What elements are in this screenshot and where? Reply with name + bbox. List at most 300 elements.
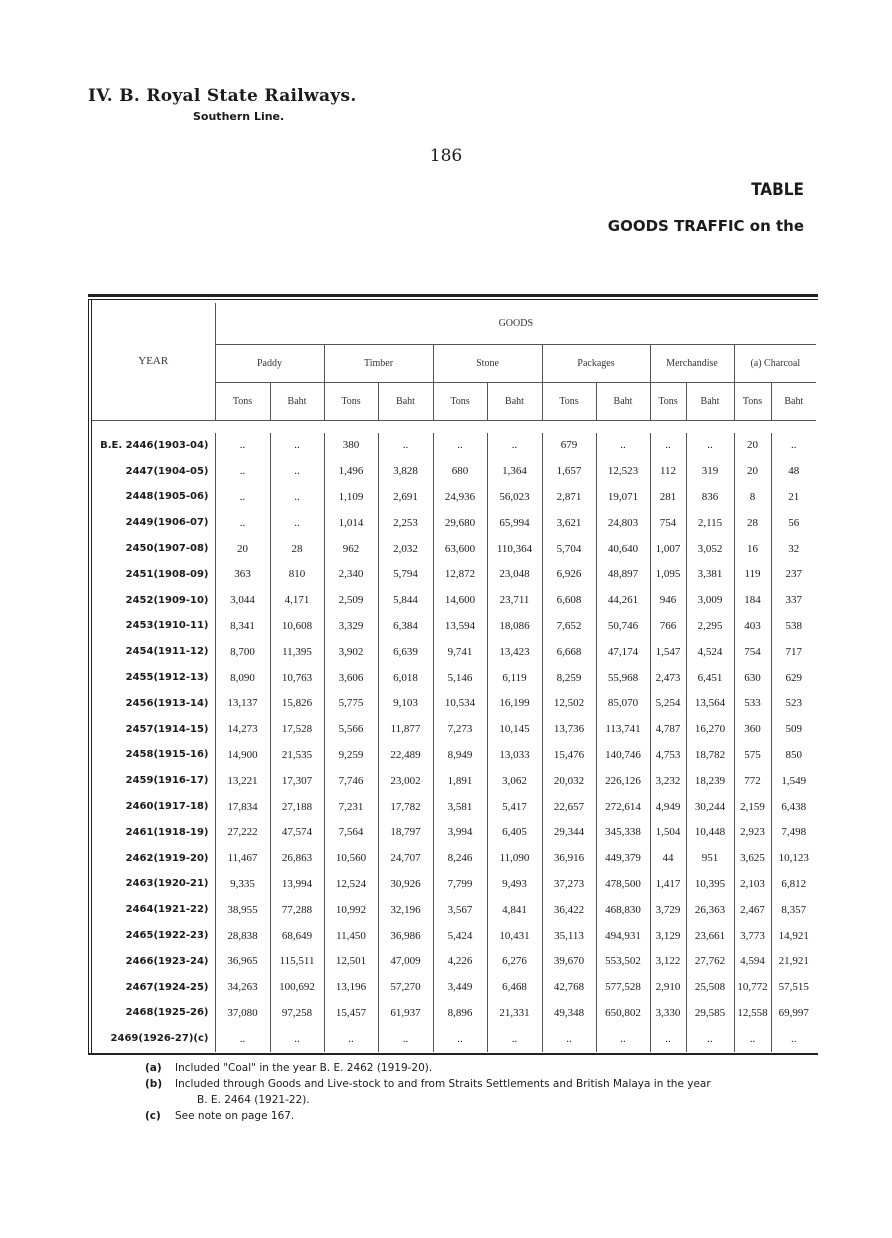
footnote-text: Included through Goods and Live-stock to and from Straits Settlements and British Malaya in the year — [175, 1078, 711, 1090]
value-cell: .. — [378, 433, 433, 459]
table-row — [92, 665, 816, 691]
value-cell: 9,493 — [487, 871, 542, 897]
year-cell: 2469(1926-27)(c) — [110, 1033, 209, 1045]
value-cell: 3,621 — [542, 510, 596, 536]
value-cell: 3,567 — [433, 897, 487, 923]
year-header: YEAR — [138, 355, 169, 368]
value-cell: 4,171 — [270, 587, 324, 613]
value-cell: 11,395 — [270, 639, 324, 665]
unit-header: Baht — [378, 382, 433, 420]
table-row — [92, 587, 816, 613]
value-cell: 21,535 — [270, 742, 324, 768]
value-cell: 20,032 — [542, 768, 596, 794]
value-cell: 11,090 — [487, 845, 542, 871]
value-cell: 363 — [215, 561, 270, 587]
value-cell: 380 — [324, 433, 378, 459]
value-cell: 7,799 — [433, 871, 487, 897]
table-row — [92, 458, 816, 484]
value-cell: 20 — [215, 536, 270, 562]
value-cell: 6,639 — [378, 639, 433, 665]
value-cell: 2,253 — [378, 510, 433, 536]
value-cell: 10,123 — [771, 845, 816, 871]
value-cell: 16,270 — [686, 716, 734, 742]
year-cell: 2460(1917-18) — [125, 801, 209, 813]
value-cell: 6,405 — [487, 819, 542, 845]
value-cell: 533 — [734, 690, 771, 716]
value-cell: 13,137 — [215, 690, 270, 716]
value-cell: 1,549 — [771, 768, 816, 794]
value-cell: 47,174 — [596, 639, 650, 665]
value-cell: 1,547 — [650, 639, 686, 665]
value-cell: 4,841 — [487, 897, 542, 923]
year-cell: B.E. 2446(1903-04) — [100, 439, 209, 451]
value-cell: 360 — [734, 716, 771, 742]
value-cell: 650,802 — [596, 1000, 650, 1026]
table-row — [92, 974, 816, 1000]
value-cell: 3,062 — [487, 768, 542, 794]
value-cell: 1,007 — [650, 536, 686, 562]
value-cell: 1,891 — [433, 768, 487, 794]
value-cell: .. — [270, 1026, 324, 1052]
value-cell: 77,288 — [270, 897, 324, 923]
value-cell: .. — [215, 1026, 270, 1052]
value-cell: 22,657 — [542, 794, 596, 820]
year-cell: 2458(1915-16) — [125, 749, 209, 761]
value-cell: 494,931 — [596, 923, 650, 949]
value-cell: 2,103 — [734, 871, 771, 897]
category-header: Timber — [324, 344, 433, 382]
value-cell: 12,523 — [596, 458, 650, 484]
year-cell: 2463(1920-21) — [125, 878, 209, 890]
value-cell: 226,126 — [596, 768, 650, 794]
value-cell: 4,524 — [686, 639, 734, 665]
value-cell: 3,232 — [650, 768, 686, 794]
unit-header: Baht — [270, 382, 324, 420]
value-cell: 44 — [650, 845, 686, 871]
value-cell: 3,009 — [686, 587, 734, 613]
value-cell: 100,692 — [270, 974, 324, 1000]
value-cell: 951 — [686, 845, 734, 871]
value-cell: 4,226 — [433, 948, 487, 974]
value-cell: 30,926 — [378, 871, 433, 897]
value-cell: 42,768 — [542, 974, 596, 1000]
value-cell: 1,504 — [650, 819, 686, 845]
page-number: 186 — [429, 146, 463, 166]
value-cell: 48 — [771, 458, 816, 484]
year-cell: 2461(1918-19) — [125, 826, 209, 838]
value-cell: 3,129 — [650, 923, 686, 949]
value-cell: 40,640 — [596, 536, 650, 562]
year-cell: 2466(1923-24) — [125, 955, 209, 967]
value-cell: 14,921 — [771, 923, 816, 949]
value-cell: 2,509 — [324, 587, 378, 613]
value-cell: 6,438 — [771, 794, 816, 820]
value-cell: 113,741 — [596, 716, 650, 742]
value-cell: 272,614 — [596, 794, 650, 820]
value-cell: 65,994 — [487, 510, 542, 536]
value-cell: 3,994 — [433, 819, 487, 845]
value-cell: 3,381 — [686, 561, 734, 587]
value-cell: 13,594 — [433, 613, 487, 639]
value-cell: 4,753 — [650, 742, 686, 768]
value-cell: 8,357 — [771, 897, 816, 923]
value-cell: 449,379 — [596, 845, 650, 871]
value-cell: 13,196 — [324, 974, 378, 1000]
value-cell: 39,670 — [542, 948, 596, 974]
year-cell: 2464(1921-22) — [125, 904, 209, 916]
category-header: (a) Charcoal — [734, 344, 816, 382]
value-cell: 18,239 — [686, 768, 734, 794]
footnote-b-cont — [145, 1092, 711, 1108]
year-cell: 2456(1913-14) — [125, 697, 209, 709]
value-cell: 10,608 — [270, 613, 324, 639]
value-cell: 5,844 — [378, 587, 433, 613]
year-cell: 2462(1919-20) — [125, 852, 209, 864]
value-cell: 15,457 — [324, 1000, 378, 1026]
value-cell: 17,528 — [270, 716, 324, 742]
value-cell: 680 — [433, 458, 487, 484]
value-cell: 5,704 — [542, 536, 596, 562]
value-cell: 11,467 — [215, 845, 270, 871]
value-cell: 37,273 — [542, 871, 596, 897]
value-cell: 6,608 — [542, 587, 596, 613]
value-cell: 3,902 — [324, 639, 378, 665]
value-cell: 9,103 — [378, 690, 433, 716]
value-cell: 8,341 — [215, 613, 270, 639]
value-cell: 509 — [771, 716, 816, 742]
value-cell: 810 — [270, 561, 324, 587]
value-cell: 2,871 — [542, 484, 596, 510]
value-cell: 5,775 — [324, 690, 378, 716]
section-subtitle: Southern Line. — [193, 110, 285, 123]
table-row — [92, 433, 816, 459]
value-cell: 5,146 — [433, 665, 487, 691]
table-row — [92, 794, 816, 820]
value-cell: 8,246 — [433, 845, 487, 871]
value-cell: 6,926 — [542, 561, 596, 587]
value-cell: 24,803 — [596, 510, 650, 536]
value-cell: 6,668 — [542, 639, 596, 665]
value-cell: 4,787 — [650, 716, 686, 742]
value-cell: 26,863 — [270, 845, 324, 871]
value-cell: 754 — [650, 510, 686, 536]
value-cell: 21,331 — [487, 1000, 542, 1026]
value-cell: 2,159 — [734, 794, 771, 820]
value-cell: 10,534 — [433, 690, 487, 716]
value-cell: .. — [215, 484, 270, 510]
value-cell: 19,071 — [596, 484, 650, 510]
value-cell: .. — [215, 433, 270, 459]
value-cell: 27,222 — [215, 819, 270, 845]
value-cell: .. — [686, 433, 734, 459]
value-cell: 16 — [734, 536, 771, 562]
value-cell: 679 — [542, 433, 596, 459]
category-header: Packages — [542, 344, 650, 382]
table-row — [92, 690, 816, 716]
table-row — [92, 819, 816, 845]
year-cell: 2451(1908-09) — [125, 568, 209, 580]
value-cell: 29,585 — [686, 1000, 734, 1026]
category-header: Merchandise — [650, 344, 734, 382]
value-cell: 15,826 — [270, 690, 324, 716]
footnote-marker: (c) — [145, 1110, 161, 1122]
value-cell: 1,657 — [542, 458, 596, 484]
footnote-text: Included "Coal" in the year B. E. 2462 (1919-20). — [175, 1062, 433, 1074]
value-cell: 772 — [734, 768, 771, 794]
value-cell: 119 — [734, 561, 771, 587]
top-rule-thick — [88, 294, 818, 297]
table-row — [92, 510, 816, 536]
value-cell: 110,364 — [487, 536, 542, 562]
value-cell: 6,119 — [487, 665, 542, 691]
value-cell: 345,338 — [596, 819, 650, 845]
value-cell: 14,600 — [433, 587, 487, 613]
unit-header: Baht — [771, 382, 816, 420]
value-cell: 13,033 — [487, 742, 542, 768]
left-rule-outer — [88, 299, 89, 1055]
unit-header: Baht — [596, 382, 650, 420]
value-cell: .. — [433, 1026, 487, 1052]
value-cell: 10,145 — [487, 716, 542, 742]
table-label: TABLE — [751, 180, 804, 200]
value-cell: 3,122 — [650, 948, 686, 974]
unit-header: Baht — [686, 382, 734, 420]
value-cell: .. — [686, 1026, 734, 1052]
year-cell: 2449(1906-07) — [125, 517, 209, 529]
value-cell: 17,782 — [378, 794, 433, 820]
value-cell: 13,564 — [686, 690, 734, 716]
value-cell: 47,009 — [378, 948, 433, 974]
value-cell: 25,508 — [686, 974, 734, 1000]
table-heading: GOODS TRAFFIC on the — [607, 217, 804, 235]
value-cell: 36,422 — [542, 897, 596, 923]
year-cell: 2468(1925-26) — [125, 1007, 209, 1019]
value-cell: 12,501 — [324, 948, 378, 974]
value-cell: .. — [270, 484, 324, 510]
value-cell: 21 — [771, 484, 816, 510]
value-cell: 5,254 — [650, 690, 686, 716]
value-cell: 18,782 — [686, 742, 734, 768]
value-cell: 23,048 — [487, 561, 542, 587]
value-cell: 61,937 — [378, 1000, 433, 1026]
value-cell: 57,270 — [378, 974, 433, 1000]
value-cell: 8,896 — [433, 1000, 487, 1026]
value-cell: 237 — [771, 561, 816, 587]
value-cell: 115,511 — [270, 948, 324, 974]
footnote-b — [145, 1076, 711, 1092]
section-title: IV. B. Royal State Railways. — [88, 86, 357, 106]
value-cell: 577,528 — [596, 974, 650, 1000]
value-cell: 4,949 — [650, 794, 686, 820]
value-cell: 7,564 — [324, 819, 378, 845]
value-cell: 2,910 — [650, 974, 686, 1000]
value-cell: 3,052 — [686, 536, 734, 562]
value-cell: 20 — [734, 458, 771, 484]
value-cell: 38,955 — [215, 897, 270, 923]
value-cell: 2,923 — [734, 819, 771, 845]
value-cell: .. — [771, 433, 816, 459]
value-cell: 3,625 — [734, 845, 771, 871]
value-cell: .. — [734, 1026, 771, 1052]
value-cell: 12,558 — [734, 1000, 771, 1026]
value-cell: 17,834 — [215, 794, 270, 820]
value-cell: 946 — [650, 587, 686, 613]
value-cell: 12,524 — [324, 871, 378, 897]
footnote-c — [145, 1108, 711, 1124]
value-cell: 4,594 — [734, 948, 771, 974]
value-cell: 35,113 — [542, 923, 596, 949]
value-cell: 1,109 — [324, 484, 378, 510]
value-cell: 6,384 — [378, 613, 433, 639]
value-cell: 630 — [734, 665, 771, 691]
value-cell: 47,574 — [270, 819, 324, 845]
value-cell: 6,812 — [771, 871, 816, 897]
table-row — [92, 639, 816, 665]
value-cell: 85,070 — [596, 690, 650, 716]
value-cell: 8,259 — [542, 665, 596, 691]
value-cell: 11,877 — [378, 716, 433, 742]
value-cell: 3,330 — [650, 1000, 686, 1026]
footnotes — [145, 1060, 711, 1124]
value-cell: 17,307 — [270, 768, 324, 794]
value-cell: 32,196 — [378, 897, 433, 923]
bottom-rule — [88, 1053, 818, 1055]
value-cell: 3,828 — [378, 458, 433, 484]
table-row — [92, 1026, 816, 1052]
value-cell: 6,276 — [487, 948, 542, 974]
value-cell: 8,700 — [215, 639, 270, 665]
value-cell: 3,329 — [324, 613, 378, 639]
value-cell: 3,581 — [433, 794, 487, 820]
value-cell: 32 — [771, 536, 816, 562]
table-row — [92, 897, 816, 923]
footnote-text: See note on page 167. — [175, 1110, 295, 1122]
value-cell: 13,994 — [270, 871, 324, 897]
value-cell: .. — [487, 1026, 542, 1052]
unit-header: Tons — [650, 382, 686, 420]
value-cell: 8 — [734, 484, 771, 510]
value-cell: 7,746 — [324, 768, 378, 794]
value-cell: 11,450 — [324, 923, 378, 949]
value-cell: 3,044 — [215, 587, 270, 613]
value-cell: 10,992 — [324, 897, 378, 923]
value-cell: 766 — [650, 613, 686, 639]
value-cell: 34,263 — [215, 974, 270, 1000]
value-cell: 26,363 — [686, 897, 734, 923]
unit-header: Tons — [215, 382, 270, 420]
value-cell: 5,794 — [378, 561, 433, 587]
table-row — [92, 613, 816, 639]
table-row — [92, 948, 816, 974]
value-cell: .. — [542, 1026, 596, 1052]
value-cell: 2,467 — [734, 897, 771, 923]
value-cell: .. — [771, 1026, 816, 1052]
unit-header: Tons — [433, 382, 487, 420]
value-cell: 8,949 — [433, 742, 487, 768]
value-cell: 23,711 — [487, 587, 542, 613]
value-cell: 56,023 — [487, 484, 542, 510]
value-cell: 478,500 — [596, 871, 650, 897]
year-cell: 2448(1905-06) — [125, 491, 209, 503]
value-cell: 2,340 — [324, 561, 378, 587]
value-cell: 21,921 — [771, 948, 816, 974]
value-cell: .. — [215, 458, 270, 484]
value-cell: 6,451 — [686, 665, 734, 691]
table-row — [92, 536, 816, 562]
table-body — [92, 420, 816, 1052]
value-cell: 9,335 — [215, 871, 270, 897]
value-cell: 27,762 — [686, 948, 734, 974]
value-cell: 57,515 — [771, 974, 816, 1000]
value-cell: 28 — [270, 536, 324, 562]
year-cell: 2447(1904-05) — [125, 465, 209, 477]
value-cell: 2,115 — [686, 510, 734, 536]
value-cell: 281 — [650, 484, 686, 510]
value-cell: 30,244 — [686, 794, 734, 820]
value-cell: 68,649 — [270, 923, 324, 949]
year-cell: 2455(1912-13) — [125, 672, 209, 684]
value-cell: 10,763 — [270, 665, 324, 691]
value-cell: 28,838 — [215, 923, 270, 949]
value-cell: 20 — [734, 433, 771, 459]
value-cell: 754 — [734, 639, 771, 665]
value-cell: .. — [378, 1026, 433, 1052]
value-cell: 575 — [734, 742, 771, 768]
value-cell: 36,916 — [542, 845, 596, 871]
value-cell: 28 — [734, 510, 771, 536]
value-cell: 29,344 — [542, 819, 596, 845]
value-cell: 112 — [650, 458, 686, 484]
value-cell: 403 — [734, 613, 771, 639]
value-cell: 553,502 — [596, 948, 650, 974]
table-row — [92, 716, 816, 742]
value-cell: .. — [650, 1026, 686, 1052]
value-cell: 2,473 — [650, 665, 686, 691]
value-cell: 6,018 — [378, 665, 433, 691]
value-cell: 14,273 — [215, 716, 270, 742]
value-cell: 23,002 — [378, 768, 433, 794]
value-cell: 523 — [771, 690, 816, 716]
value-cell: 6,468 — [487, 974, 542, 1000]
value-cell: 18,086 — [487, 613, 542, 639]
year-cell: 2467(1924-25) — [125, 981, 209, 993]
table-row — [92, 742, 816, 768]
goods-traffic-table — [92, 303, 816, 1052]
value-cell: 962 — [324, 536, 378, 562]
value-cell: 5,417 — [487, 794, 542, 820]
value-cell: 14,900 — [215, 742, 270, 768]
value-cell: 13,221 — [215, 768, 270, 794]
value-cell: 8,090 — [215, 665, 270, 691]
value-cell: 3,729 — [650, 897, 686, 923]
value-cell: 337 — [771, 587, 816, 613]
value-cell: .. — [215, 510, 270, 536]
value-cell: 3,449 — [433, 974, 487, 1000]
table-row — [92, 484, 816, 510]
value-cell: 44,261 — [596, 587, 650, 613]
value-cell: 27,188 — [270, 794, 324, 820]
value-cell: 16,199 — [487, 690, 542, 716]
table-row — [92, 561, 816, 587]
value-cell: 836 — [686, 484, 734, 510]
category-header: Stone — [433, 344, 542, 382]
value-cell: 2,032 — [378, 536, 433, 562]
value-cell: 10,431 — [487, 923, 542, 949]
value-cell: 48,897 — [596, 561, 650, 587]
value-cell: .. — [324, 1026, 378, 1052]
value-cell: .. — [270, 510, 324, 536]
value-cell: 23,661 — [686, 923, 734, 949]
